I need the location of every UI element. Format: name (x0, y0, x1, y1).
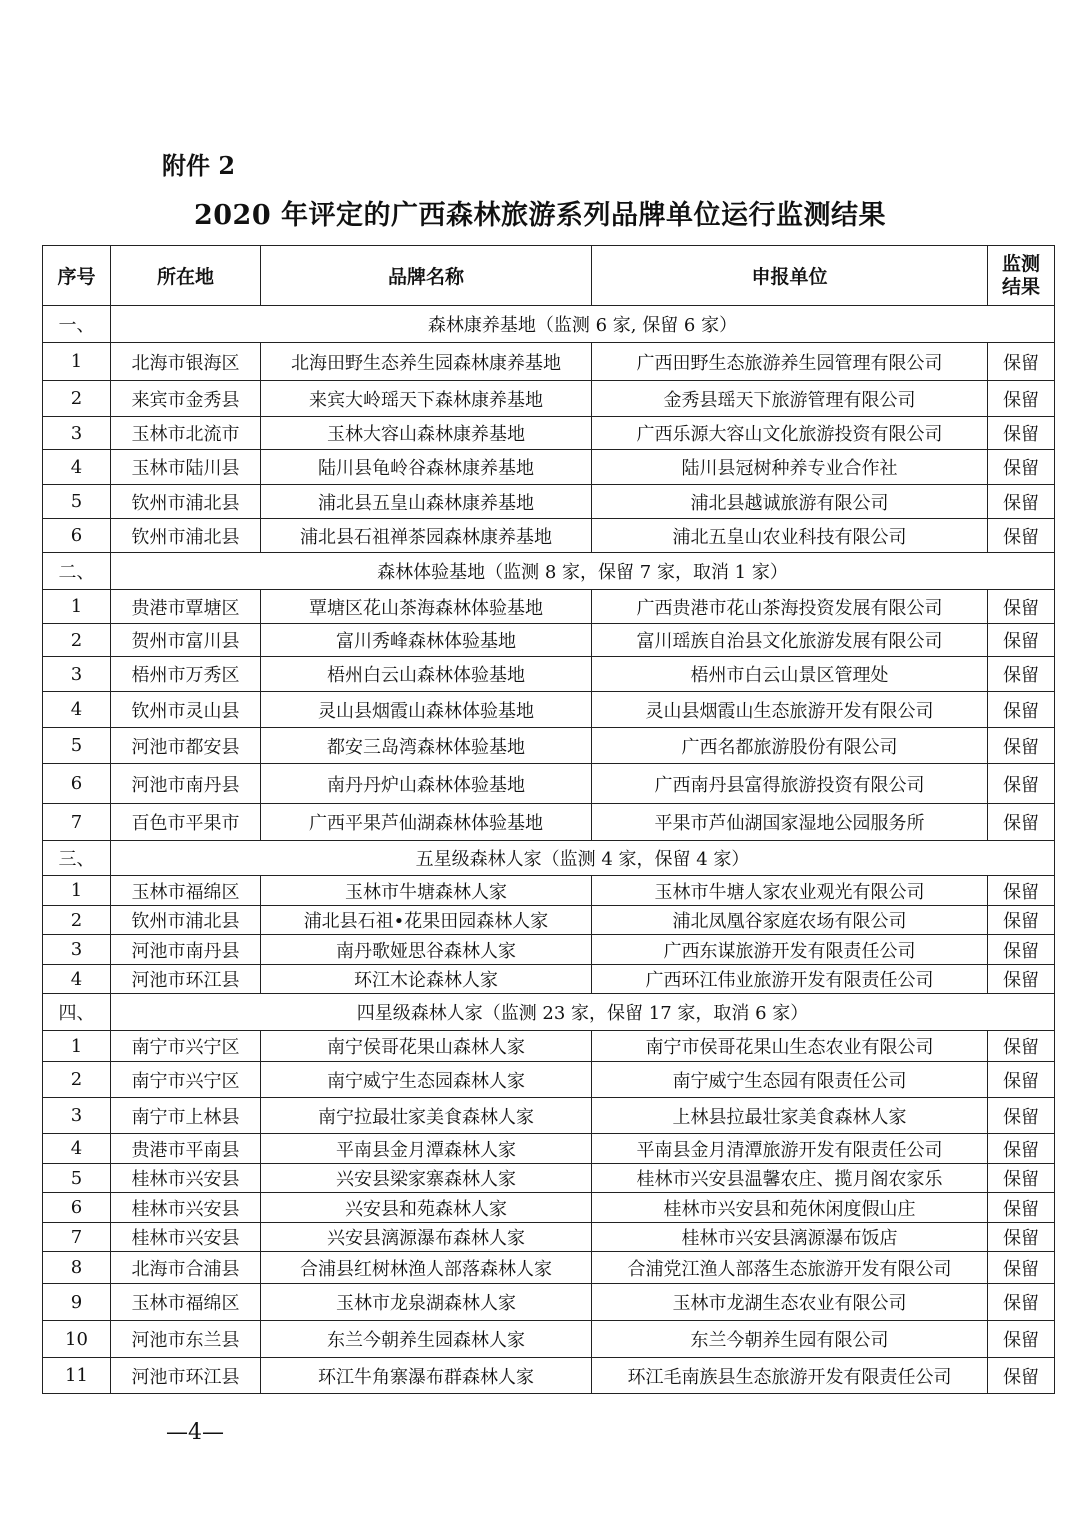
cell-location: 北海市合浦县 (111, 1252, 261, 1284)
cell-brand-name: 覃塘区花山茶海森林体验基地 (261, 590, 592, 624)
cell-location: 桂林市兴安县 (111, 1193, 261, 1223)
section-number: 四、 (43, 994, 111, 1031)
cell-serial: 6 (43, 764, 111, 804)
cell-result: 保留 (988, 1284, 1055, 1321)
cell-location: 玉林市福绵区 (111, 876, 261, 906)
header-applicant: 申报单位 (592, 246, 988, 306)
table-row (43, 906, 1055, 935)
table-header-row (43, 246, 1055, 306)
cell-brand-name: 广西平果芦仙湖森林体验基地 (261, 804, 592, 841)
cell-applicant: 浦北凤凰谷家庭农场有限公司 (592, 906, 988, 935)
table-row (43, 519, 1055, 553)
cell-serial: 5 (43, 485, 111, 519)
cell-applicant: 梧州市白云山景区管理处 (592, 657, 988, 692)
cell-location: 河池市都安县 (111, 728, 261, 764)
cell-result: 保留 (988, 381, 1055, 417)
cell-location: 河池市南丹县 (111, 764, 261, 804)
cell-location: 钦州市浦北县 (111, 519, 261, 553)
table-row (43, 1062, 1055, 1098)
table-row (43, 935, 1055, 965)
cell-serial: 3 (43, 417, 111, 450)
cell-result: 保留 (988, 1223, 1055, 1252)
cell-serial: 1 (43, 590, 111, 624)
table-row (43, 1164, 1055, 1193)
cell-serial: 2 (43, 381, 111, 417)
cell-applicant: 广西环江伟业旅游开发有限责任公司 (592, 965, 988, 994)
cell-brand-name: 富川秀峰森林体验基地 (261, 624, 592, 657)
cell-location: 北海市银海区 (111, 343, 261, 381)
cell-location: 贵港市覃塘区 (111, 590, 261, 624)
table-row (43, 590, 1055, 624)
cell-serial: 5 (43, 1164, 111, 1193)
cell-location: 玉林市福绵区 (111, 1284, 261, 1321)
cell-result: 保留 (988, 657, 1055, 692)
cell-applicant: 广西乐源大容山文化旅游投资有限公司 (592, 417, 988, 450)
cell-applicant: 广西东谋旅游开发有限责任公司 (592, 935, 988, 965)
cell-brand-name: 兴安县和苑森林人家 (261, 1193, 592, 1223)
table-row (43, 657, 1055, 692)
cell-applicant: 玉林市龙湖生态农业有限公司 (592, 1284, 988, 1321)
table-row (43, 343, 1055, 381)
cell-location: 钦州市浦北县 (111, 906, 261, 935)
cell-serial: 6 (43, 519, 111, 553)
cell-brand-name: 灵山县烟霞山森林体验基地 (261, 692, 592, 728)
cell-serial: 1 (43, 343, 111, 381)
cell-brand-name: 兴安县梁家寨森林人家 (261, 1164, 592, 1193)
table-row (43, 1193, 1055, 1223)
table-row (43, 1223, 1055, 1252)
cell-result: 保留 (988, 485, 1055, 519)
table-row (43, 1358, 1055, 1394)
cell-brand-name: 浦北县石祖•花果田园森林人家 (261, 906, 592, 935)
cell-serial: 7 (43, 1223, 111, 1252)
header-brand-name: 品牌名称 (261, 246, 592, 306)
table-row (43, 417, 1055, 450)
cell-result: 保留 (988, 965, 1055, 994)
header-result-text: 监测结果 (1001, 252, 1040, 298)
section-number: 一、 (43, 306, 111, 343)
section-row (43, 841, 1055, 876)
cell-location: 河池市南丹县 (111, 935, 261, 965)
cell-result: 保留 (988, 1164, 1055, 1193)
cell-applicant: 环江毛南族县生态旅游开发有限责任公司 (592, 1358, 988, 1394)
table-row (43, 965, 1055, 994)
cell-brand-name: 浦北县石祖禅茶园森林康养基地 (261, 519, 592, 553)
cell-location: 玉林市北流市 (111, 417, 261, 450)
section-number: 二、 (43, 553, 111, 590)
cell-serial: 3 (43, 1098, 111, 1134)
cell-applicant: 广西南丹县富得旅游投资有限公司 (592, 764, 988, 804)
section-number: 三、 (43, 841, 111, 876)
cell-serial: 2 (43, 906, 111, 935)
cell-applicant: 浦北县越诚旅游有限公司 (592, 485, 988, 519)
table-row (43, 450, 1055, 485)
cell-result: 保留 (988, 1193, 1055, 1223)
table-row (43, 624, 1055, 657)
cell-applicant: 广西贵港市花山茶海投资发展有限公司 (592, 590, 988, 624)
cell-applicant: 金秀县瑶天下旅游管理有限公司 (592, 381, 988, 417)
section-title: 四星级森林人家（监测 23 家，保留 17 家，取消 6 家） (111, 994, 1055, 1031)
cell-applicant: 桂林市兴安县漓源瀑布饭店 (592, 1223, 988, 1252)
cell-applicant: 广西田野生态旅游养生园管理有限公司 (592, 343, 988, 381)
cell-result: 保留 (988, 1134, 1055, 1164)
table-body (43, 306, 1055, 1394)
cell-applicant: 陆川县冠树种养专业合作社 (592, 450, 988, 485)
cell-result: 保留 (988, 876, 1055, 906)
cell-applicant: 桂林市兴安县温馨农庄、揽月阁农家乐 (592, 1164, 988, 1193)
cell-result: 保留 (988, 935, 1055, 965)
cell-serial: 1 (43, 876, 111, 906)
cell-result: 保留 (988, 1321, 1055, 1358)
cell-result: 保留 (988, 1062, 1055, 1098)
cell-result: 保留 (988, 519, 1055, 553)
cell-location: 南宁市兴宁区 (111, 1062, 261, 1098)
table-row (43, 876, 1055, 906)
cell-location: 钦州市浦北县 (111, 485, 261, 519)
cell-brand-name: 合浦县红树林渔人部落森林人家 (261, 1252, 592, 1284)
table-row (43, 1252, 1055, 1284)
cell-brand-name: 梧州白云山森林体验基地 (261, 657, 592, 692)
cell-location: 桂林市兴安县 (111, 1223, 261, 1252)
cell-brand-name: 环江牛角寨瀑布群森林人家 (261, 1358, 592, 1394)
cell-serial: 4 (43, 450, 111, 485)
table-row (43, 381, 1055, 417)
cell-brand-name: 玉林大容山森林康养基地 (261, 417, 592, 450)
cell-location: 河池市东兰县 (111, 1321, 261, 1358)
cell-serial: 5 (43, 728, 111, 764)
cell-applicant: 玉林市牛塘人家农业观光有限公司 (592, 876, 988, 906)
header-result (988, 246, 1055, 306)
cell-applicant: 桂林市兴安县和苑休闲度假山庄 (592, 1193, 988, 1223)
cell-applicant: 南宁市侯哥花果山生态农业有限公司 (592, 1031, 988, 1062)
cell-brand-name: 南宁侯哥花果山森林人家 (261, 1031, 592, 1062)
table-row (43, 764, 1055, 804)
cell-brand-name: 浦北县五皇山森林康养基地 (261, 485, 592, 519)
cell-result: 保留 (988, 417, 1055, 450)
table-row (43, 1284, 1055, 1321)
table-row (43, 1321, 1055, 1358)
cell-result: 保留 (988, 590, 1055, 624)
cell-brand-name: 来宾大岭瑶天下森林康养基地 (261, 381, 592, 417)
table-row (43, 728, 1055, 764)
cell-serial: 4 (43, 692, 111, 728)
cell-location: 南宁市上林县 (111, 1098, 261, 1134)
cell-brand-name: 玉林市牛塘森林人家 (261, 876, 592, 906)
cell-serial: 9 (43, 1284, 111, 1321)
cell-result: 保留 (988, 1098, 1055, 1134)
cell-location: 河池市环江县 (111, 965, 261, 994)
cell-location: 来宾市金秀县 (111, 381, 261, 417)
cell-brand-name: 北海田野生态养生园森林康养基地 (261, 343, 592, 381)
cell-result: 保留 (988, 728, 1055, 764)
cell-location: 梧州市万秀区 (111, 657, 261, 692)
cell-serial: 1 (43, 1031, 111, 1062)
cell-brand-name: 兴安县漓源瀑布森林人家 (261, 1223, 592, 1252)
cell-serial: 8 (43, 1252, 111, 1284)
results-table (42, 245, 1055, 1394)
section-row (43, 306, 1055, 343)
cell-location: 桂林市兴安县 (111, 1164, 261, 1193)
cell-location: 南宁市兴宁区 (111, 1031, 261, 1062)
cell-result: 保留 (988, 804, 1055, 841)
cell-location: 贵港市平南县 (111, 1134, 261, 1164)
cell-serial: 3 (43, 935, 111, 965)
cell-result: 保留 (988, 764, 1055, 804)
cell-serial: 7 (43, 804, 111, 841)
cell-applicant: 东兰今朝养生园有限公司 (592, 1321, 988, 1358)
cell-applicant: 灵山县烟霞山生态旅游开发有限公司 (592, 692, 988, 728)
cell-applicant: 浦北五皇山农业科技有限公司 (592, 519, 988, 553)
header-serial: 序号 (43, 246, 111, 306)
cell-brand-name: 南丹歌娅思谷森林人家 (261, 935, 592, 965)
cell-location: 河池市环江县 (111, 1358, 261, 1394)
cell-serial: 10 (43, 1321, 111, 1358)
cell-result: 保留 (988, 343, 1055, 381)
cell-applicant: 平南县金月清潭旅游开发有限责任公司 (592, 1134, 988, 1164)
table-row (43, 1134, 1055, 1164)
section-row (43, 553, 1055, 590)
page-number: —4— (166, 1420, 224, 1445)
section-title: 森林体验基地（监测 8 家，保留 7 家，取消 1 家） (111, 553, 1055, 590)
cell-serial: 2 (43, 624, 111, 657)
cell-serial: 2 (43, 1062, 111, 1098)
cell-result: 保留 (988, 624, 1055, 657)
cell-brand-name: 环江木论森林人家 (261, 965, 592, 994)
cell-result: 保留 (988, 1358, 1055, 1394)
cell-brand-name: 平南县金月潭森林人家 (261, 1134, 592, 1164)
table-row (43, 1098, 1055, 1134)
cell-applicant: 南宁威宁生态园有限责任公司 (592, 1062, 988, 1098)
section-row (43, 994, 1055, 1031)
section-title: 五星级森林人家（监测 4 家，保留 4 家） (111, 841, 1055, 876)
cell-result: 保留 (988, 1252, 1055, 1284)
cell-brand-name: 南丹丹炉山森林体验基地 (261, 764, 592, 804)
cell-applicant: 富川瑶族自治县文化旅游发展有限公司 (592, 624, 988, 657)
table-row (43, 804, 1055, 841)
cell-brand-name: 南宁拉最壮家美食森林人家 (261, 1098, 592, 1134)
table-row (43, 485, 1055, 519)
cell-applicant: 平果市芦仙湖国家湿地公园服务所 (592, 804, 988, 841)
cell-brand-name: 玉林市龙泉湖森林人家 (261, 1284, 592, 1321)
cell-serial: 6 (43, 1193, 111, 1223)
cell-serial: 3 (43, 657, 111, 692)
cell-result: 保留 (988, 692, 1055, 728)
cell-serial: 4 (43, 965, 111, 994)
cell-brand-name: 南宁威宁生态园森林人家 (261, 1062, 592, 1098)
table-row (43, 692, 1055, 728)
cell-result: 保留 (988, 1031, 1055, 1062)
cell-result: 保留 (988, 450, 1055, 485)
section-title: 森林康养基地（监测 6 家, 保留 6 家） (111, 306, 1055, 343)
cell-location: 玉林市陆川县 (111, 450, 261, 485)
cell-location: 贺州市富川县 (111, 624, 261, 657)
cell-result: 保留 (988, 906, 1055, 935)
cell-applicant: 合浦党江渔人部落生态旅游开发有限公司 (592, 1252, 988, 1284)
cell-location: 钦州市灵山县 (111, 692, 261, 728)
cell-location: 百色市平果市 (111, 804, 261, 841)
cell-brand-name: 东兰今朝养生园森林人家 (261, 1321, 592, 1358)
document-title: 2020 年评定的广西森林旅游系列品牌单位运行监测结果 (193, 200, 887, 231)
cell-brand-name: 陆川县龟岭谷森林康养基地 (261, 450, 592, 485)
cell-serial: 4 (43, 1134, 111, 1164)
cell-brand-name: 都安三岛湾森林体验基地 (261, 728, 592, 764)
cell-applicant: 上林县拉最壮家美食森林人家 (592, 1098, 988, 1134)
table-row (43, 1031, 1055, 1062)
header-location: 所在地 (111, 246, 261, 306)
cell-applicant: 广西名都旅游股份有限公司 (592, 728, 988, 764)
attachment-label: 附件 2 (162, 151, 236, 180)
cell-serial: 11 (43, 1358, 111, 1394)
